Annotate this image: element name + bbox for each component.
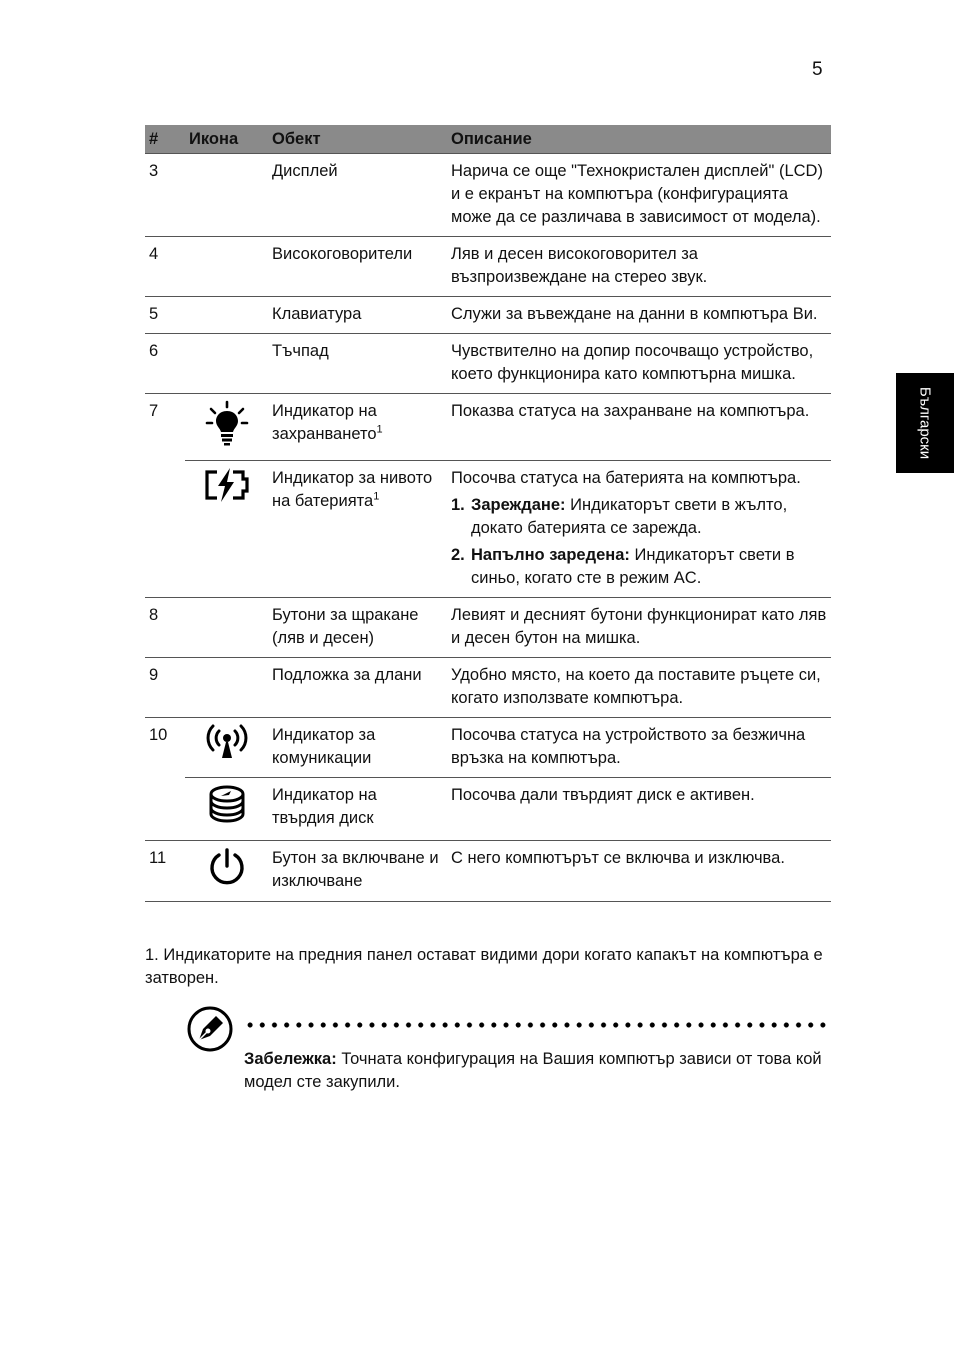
row-description: Служи за въвеждане на данни в компютъра Ви.	[447, 297, 831, 334]
power-indicator-icon	[205, 400, 249, 446]
row-item: Бутони за щракане (ляв и десен)	[268, 598, 447, 658]
row-item: Клавиатура	[268, 297, 447, 334]
battery-status-list	[451, 494, 827, 590]
row-item: Високоговорители	[268, 237, 447, 297]
list-item: 2. Напълно заредена: Индикаторът свети в синьо, когато сте в режим AC.	[451, 546, 795, 587]
row-item: Бутон за включване и изключване	[268, 841, 447, 902]
power-button-icon	[207, 847, 247, 887]
footnote: 1. Индикаторите на предния панел остават видими дори когато капакът на компютъра е затворен.	[145, 946, 823, 987]
row-num: 11	[145, 841, 185, 902]
row-item: Индикатор за нивото на батерията$^1$	[268, 461, 447, 598]
table-row	[145, 394, 831, 461]
row-num: 6	[145, 334, 185, 394]
note-divider	[244, 1022, 832, 1028]
page-number: 5	[812, 59, 823, 80]
row-description: С него компютърът се включва и изключва.	[447, 841, 831, 902]
row-description: Посочва дали твърдият диск е активен.	[447, 778, 831, 841]
row-description: Удобно място, на което да поставите ръцете си, когато използвате компютъра.	[447, 658, 831, 718]
row-item: Подложка за длани	[268, 658, 447, 718]
row-num: 3	[145, 154, 185, 237]
row-num: 8	[145, 598, 185, 658]
row-description: Посочва статуса на устройството за безжична връзка на компютъра.	[447, 718, 831, 778]
row-num: 7	[145, 394, 185, 598]
row-item: Тъчпад	[268, 334, 447, 394]
header-item: Обект	[268, 125, 447, 154]
row-item: Индикатор за комуникации	[268, 718, 447, 778]
language-tab	[896, 373, 954, 473]
table-row	[145, 841, 831, 902]
table-row	[145, 461, 831, 598]
row-description: Показва статуса на захранване на компютъра.	[447, 394, 831, 461]
row-item: Дисплей	[268, 154, 447, 237]
table-row	[145, 718, 831, 778]
note	[244, 1048, 834, 1094]
row-description: Нарича се още "Технокристален дисплей" (LCD) и е екранът на компютъра (конфигурацията може да се различава в зависимост от модела).	[447, 154, 831, 237]
row-num: 4	[145, 237, 185, 297]
header-num: #	[145, 125, 185, 154]
row-description: Чувствително на допир посочващо устройство, което функционира като компютърна мишка.	[447, 334, 831, 394]
note-text: Точната конфигурация на Вашия компютър зависи от това кой модел сте закупили.	[244, 1050, 822, 1091]
language-tab-label: Български	[916, 386, 934, 460]
table-row	[145, 334, 831, 394]
header-description: Описание	[447, 125, 831, 154]
note-label: Забележка:	[244, 1050, 337, 1068]
battery-charge-icon	[203, 467, 251, 503]
wireless-icon	[203, 724, 251, 760]
note-pen-icon	[186, 1005, 234, 1053]
table-row	[145, 154, 831, 237]
row-num: 10	[145, 718, 185, 841]
list-item: 1. Зареждане: Индикаторът свети в жълто, докато батерията се зарежда.	[451, 496, 788, 537]
table-row	[145, 658, 831, 718]
row-item: Индикатор на твърдия диск	[268, 778, 447, 841]
row-item: Индикатор на захранването$^1$	[268, 394, 447, 461]
row-num: 9	[145, 658, 185, 718]
row-description-text: Посочва статуса на батерията на компютъра.	[451, 469, 801, 487]
hdd-icon	[207, 784, 247, 826]
table-row	[145, 778, 831, 841]
header-icon: Икона	[185, 125, 268, 154]
row-description: Ляв и десен високоговорител за възпроизвеждане на стерео звук.	[447, 237, 831, 297]
row-num: 5	[145, 297, 185, 334]
table-row	[145, 598, 831, 658]
row-description: Левият и десният бутони функционират като ляв и десен бутон на мишка.	[447, 598, 831, 658]
table-row	[145, 297, 831, 334]
spec-table	[145, 125, 831, 902]
row-description	[447, 461, 831, 598]
table-row	[145, 237, 831, 297]
table-header	[145, 125, 831, 154]
